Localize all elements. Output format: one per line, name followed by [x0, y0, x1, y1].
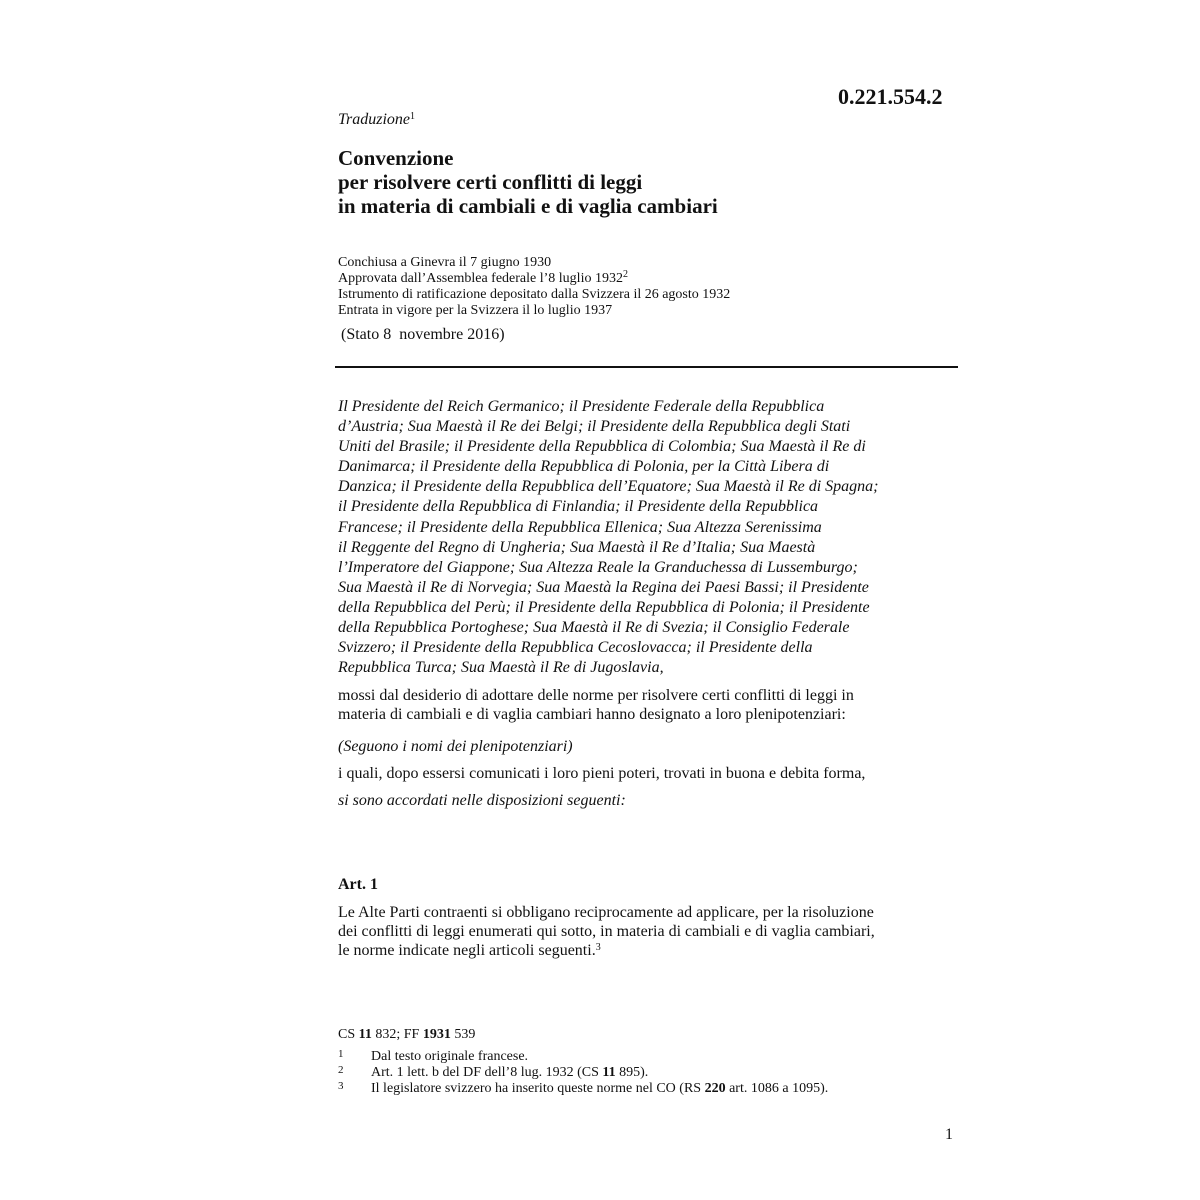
footnote-text: 895).: [615, 1065, 649, 1080]
approved-date: [338, 271, 730, 287]
agreed-line: si sono accordati nelle disposizioni seguenti:: [338, 792, 626, 809]
plenipotentiaries-note: (Seguono i nomi dei plenipotenziari): [338, 738, 573, 755]
motivation-line: materia di cambiali e di vaglia cambiari hanno designato a loro plenipotenziari:: [338, 706, 846, 723]
footnote-number: 2: [338, 1064, 344, 1076]
preamble-line: l’Imperatore del Giappone; Sua Altezza Reale la Granduchessa di Lussemburgo;: [338, 558, 858, 576]
cs-volume: 11: [358, 1027, 372, 1042]
preamble-line: Danzica; il Presidente della Repubblica dell’Equatore; Sua Maestà il Re di Spagna;: [338, 478, 879, 496]
footnote-text: Dal testo originale francese.: [371, 1049, 529, 1064]
header-divider: [335, 366, 958, 368]
footnote-text: art. 1086 a 1095).: [725, 1081, 829, 1096]
preamble-line: Uniti del Brasile; il Presidente della Repubblica di Colombia; Sua Maestà il Re di: [338, 438, 866, 456]
concluded-date: Conchiusa a Ginevra il 7 giugno 1930: [338, 255, 552, 270]
source-citation: [338, 1027, 475, 1043]
preamble-line: Repubblica Turca; Sua Maestà il Re di Jugoslavia,: [338, 659, 664, 677]
footnote-text: Art. 1 lett. b del DF dell’8 lug. 1932 (CS: [371, 1065, 603, 1080]
preamble-line: Svizzero; il Presidente della Repubblica Cecoslovacca; il Presidente della: [338, 639, 813, 657]
footnote-number: 3: [338, 1080, 344, 1092]
footnote-ref-1[interactable]: 1: [410, 111, 416, 122]
footnote-3: [338, 1079, 828, 1096]
cs-label: CS: [338, 1027, 359, 1042]
motivation-line: mossi dal desiderio di adottare delle norme per risolvere certi conflitti di leggi in: [338, 687, 854, 704]
footnote-ref-2[interactable]: 2: [622, 269, 628, 280]
preamble-line: il Presidente della Repubblica di Finlandia; il Presidente della Repubblica: [338, 498, 819, 516]
cs-page: 832; FF: [371, 1027, 423, 1042]
preamble-line: Francese; il Presidente della Repubblica Ellenica; Sua Altezza Serenissima: [338, 518, 822, 536]
article-line: dei conflitti di leggi enumerati qui sotto, in materia di cambiali e di vaglia cambiari,: [338, 923, 875, 940]
powers-line: i quali, dopo essersi comunicati i loro pieni poteri, trovati in buona e debita forma,: [338, 765, 866, 782]
document-metadata: [338, 255, 730, 319]
preamble-line: d’Austria; Sua Maestà il Re dei Belgi; il Presidente della Repubblica degli Stati: [338, 418, 851, 436]
ratification-date: Istrumento di ratificazione depositato dalla Svizzera il 26 agosto 1932: [338, 287, 731, 302]
page-number: 1: [945, 1126, 953, 1143]
entry-into-force: Entrata in vigore per la Svizzera il lo luglio 1937: [338, 303, 613, 318]
motivation-paragraph: [338, 686, 958, 724]
preamble-line: Sua Maestà il Re di Norvegia; Sua Maestà la Regina dei Paesi Bassi; il Presidente: [338, 578, 869, 596]
article-line: Le Alte Parti contraenti si obbligano reciprocamente ad applicare, per la risoluzione: [338, 904, 874, 921]
preamble-line: il Reggente del Regno di Ungheria; Sua Maestà il Re d’Italia; Sua Maestà: [338, 538, 816, 556]
document-number: 0.221.554.2: [838, 84, 943, 109]
approved-text: Approvata dall’Assemblea federale l’8 luglio 1932: [338, 271, 623, 286]
preamble-line: Il Presidente del Reich Germanico; il Presidente Federale della Repubblica: [338, 398, 825, 415]
article-1-heading: Art. 1: [338, 876, 378, 893]
translation-label: [338, 111, 415, 129]
footnote-1: [338, 1047, 528, 1064]
document-title: [338, 146, 718, 218]
title-line: Convenzione: [338, 146, 454, 170]
translation-text: Traduzione: [338, 111, 411, 128]
article-line-text: le norme indicate negli articoli seguenti.: [338, 942, 596, 959]
status-date: (Stato 8 novembre 2016): [341, 326, 505, 343]
preamble-line: della Repubblica del Perù; il Presidente della Repubblica di Polonia; il Presidente: [338, 598, 870, 616]
article-1-text: [338, 903, 958, 960]
article-line: [338, 941, 958, 960]
ff-page: 539: [450, 1027, 476, 1042]
footnote-bold: 11: [602, 1065, 616, 1080]
footnote-text: Il legislatore svizzero ha inserito queste norme nel CO (RS: [371, 1081, 705, 1096]
preamble-line: Danimarca; il Presidente della Repubblica di Polonia, per la Città Libera di: [338, 458, 830, 476]
footnote-ref-3[interactable]: 3: [595, 942, 601, 953]
ff-year: 1931: [422, 1027, 451, 1042]
title-line: in materia di cambiali e di vaglia cambiari: [338, 194, 718, 218]
footnote-bold: 220: [704, 1081, 726, 1096]
preamble-line: della Repubblica Portoghese; Sua Maestà il Re di Svezia; il Consiglio Federale: [338, 619, 850, 637]
footnote-2: [338, 1063, 648, 1080]
footnote-number: 1: [338, 1048, 344, 1060]
title-line: per risolvere certi conflitti di leggi: [338, 170, 643, 194]
preamble: [338, 397, 958, 678]
